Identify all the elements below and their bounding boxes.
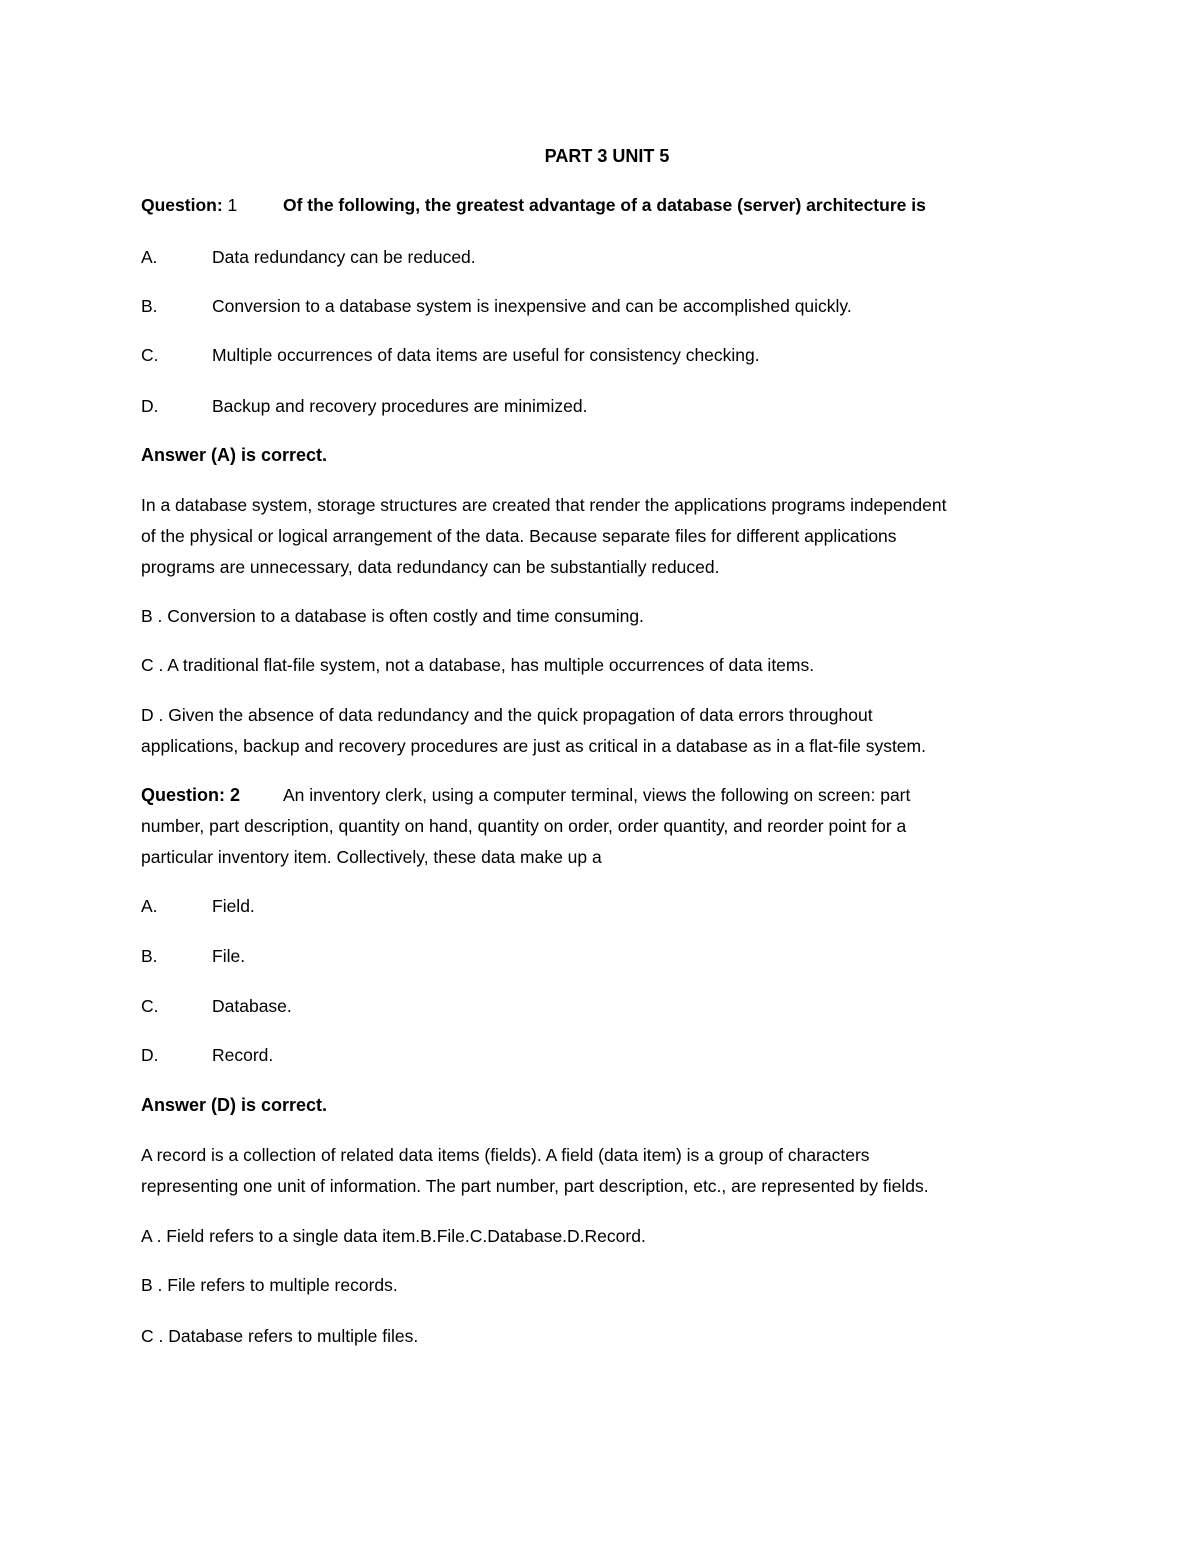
q2-option-c-letter: C.: [141, 996, 159, 1016]
q1-option-b-letter: B.: [141, 296, 158, 316]
q1-explanation-line: programs are unnecessary, data redundancy can be substantially reduced.: [141, 557, 720, 577]
question-2-stem: [141, 780, 1061, 873]
q2-stem-line: particular inventory item. Collectively, these data make up a: [141, 847, 602, 867]
page-title: PART 3 UNIT 5: [544, 146, 670, 166]
q1-explanation: [141, 490, 1061, 583]
q2-answer: Answer (D) is correct.: [141, 1095, 328, 1115]
q1-note-d: [141, 700, 1061, 762]
q1-note-d-line: D . Given the absence of data redundancy and the quick propagation of data errors throughout: [141, 705, 873, 725]
q2-explanation-line: A record is a collection of related data items (fields). A field (data item) is a group of characters: [141, 1145, 870, 1165]
q1-option-d-text: Backup and recovery procedures are minimized.: [212, 396, 588, 416]
q2-option-a-text: Field.: [212, 896, 255, 916]
q1-option-a-letter: A.: [141, 247, 158, 267]
q1-note-c: C . A traditional flat-file system, not a database, has multiple occurrences of data items.: [141, 655, 815, 675]
q2-explanation: [141, 1140, 1061, 1202]
q1-note-d-line: applications, backup and recovery procedures are just as critical in a database as in a flat-file system.: [141, 736, 926, 756]
q2-option-c-text: Database.: [212, 996, 292, 1016]
question-2-label: Question: 2: [141, 785, 241, 805]
q1-option-b-text: Conversion to a database system is inexpensive and can be accomplished quickly.: [212, 296, 852, 316]
q2-note-a: A . Field refers to a single data item.B.File.C.Database.D.Record.: [141, 1226, 646, 1246]
q1-explanation-line: In a database system, storage structures are created that render the applications programs independent: [141, 495, 947, 515]
q2-option-a-letter: A.: [141, 896, 158, 916]
q2-note-b: B . File refers to multiple records.: [141, 1275, 398, 1295]
q2-option-b-letter: B.: [141, 946, 158, 966]
q2-option-b-text: File.: [212, 946, 246, 966]
q2-stem-line: An inventory clerk, using a computer terminal, views the following on screen: part: [283, 785, 911, 805]
q2-option-d-letter: D.: [141, 1045, 159, 1065]
q2-stem-line: number, part description, quantity on hand, quantity on order, order quantity, and reorder point for a: [141, 816, 907, 836]
q2-option-d-text: Record.: [212, 1045, 274, 1065]
q1-answer: Answer (A) is correct.: [141, 445, 328, 465]
question-1-label: Question: 1: [141, 195, 238, 215]
q2-note-c: C . Database refers to multiple files.: [141, 1326, 419, 1346]
q1-option-c-text: Multiple occurrences of data items are useful for consistency checking.: [212, 345, 760, 365]
q1-option-c-letter: C.: [141, 345, 159, 365]
q1-option-d-letter: D.: [141, 396, 159, 416]
question-1-stem: Of the following, the greatest advantage of a database (server) architecture is: [283, 195, 926, 215]
q1-option-a-text: Data redundancy can be reduced.: [212, 247, 476, 267]
q2-explanation-line: representing one unit of information. The part number, part description, etc., are represented by fields.: [141, 1176, 929, 1196]
q1-note-b: B . Conversion to a database is often costly and time consuming.: [141, 606, 644, 626]
q1-explanation-line: of the physical or logical arrangement of the data. Because separate files for different applications: [141, 526, 897, 546]
